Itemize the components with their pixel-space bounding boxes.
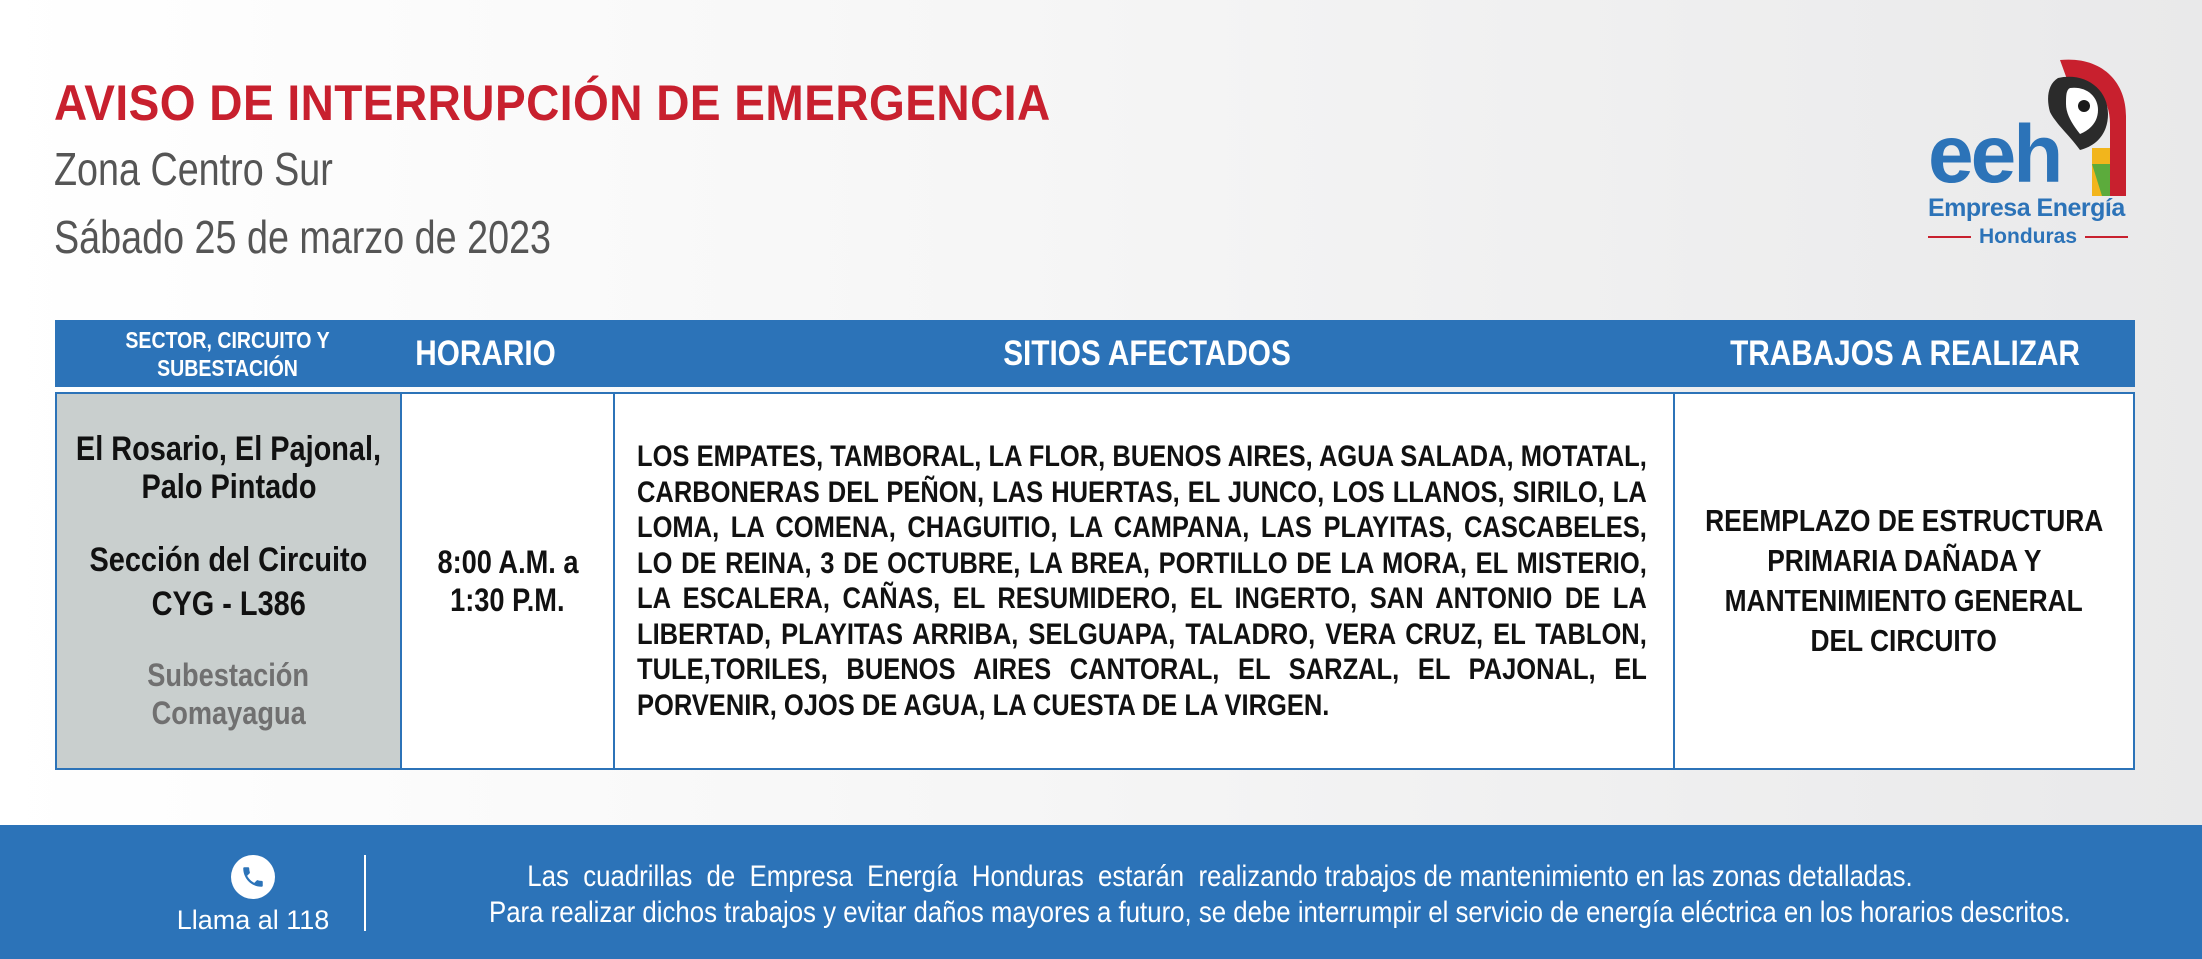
schedule-cell [402, 394, 615, 768]
table-header [55, 320, 2135, 387]
notice-date: Sábado 25 de marzo de 2023 [54, 211, 552, 263]
footer-divider [364, 855, 366, 931]
affected-sites-list: LOS EMPATES, TAMBORAL, LA FLOR, BUENOS AIRES, AGUA SALADA, MOTATAL, CARBONERAS DEL PEÑON, LAS HUERTAS, EL JUNCO, LOS LLANOS, SIRILO, LA LOMA, LA COMENA, CHAGUITIO, LA CAMPANA, LAS PLAYITAS, CASCABELES, LO DE REINA, 3 DE OCTUBRE, LA BREA, PORTILLO DE LA MORA, EL MISTERIO, LA ESCALERA, CAÑAS, EL RESUMIDERO, EL INGERTO, SAN ANTONIO DE LA LIBERTAD, PLAYITAS ARRIBA, SELGUAPA, TALADRO, VERA CRUZ, EL TABLON, TULE,TORILES, BUENOS AIRES CANTORAL, EL SARZAL, EL PAJONAL, EL PORVENIR, OJOS DE AGUA, LA CUESTA DE LA VIRGEN. [637, 440, 1647, 722]
footer-message [370, 859, 2070, 931]
section-line-1: Sección del Circuito [89, 541, 368, 579]
header-sites: SITIOS AFECTADOS [1003, 333, 1291, 373]
logo-brand-text: eeh [1928, 109, 2061, 200]
logo-company-name: Empresa Energía [1928, 194, 2125, 222]
schedule-line-2: 1:30 P.M. [450, 582, 565, 618]
hotline-label: Llama al 118 [176, 905, 330, 935]
substation-line-2: Comayagua [151, 695, 306, 731]
logo-country-line [1928, 224, 2128, 250]
logo-divider-left [1928, 236, 1971, 238]
substation-line-1: Subestación [147, 657, 310, 693]
sector-line-2: Palo Pintado [140, 468, 317, 506]
header-works: TRABAJOS A REALIZAR [1730, 333, 2080, 373]
logo-country: Honduras [1979, 225, 2078, 248]
sites-cell [615, 394, 1675, 768]
works-cell [1675, 394, 2133, 768]
phone-icon [231, 855, 275, 899]
sites-text-wrap [637, 439, 1653, 723]
header-schedule: HORARIO [415, 333, 556, 373]
zone-subtitle: Zona Centro Sur [54, 143, 333, 195]
logo-divider-right [2085, 236, 2128, 238]
footer-message-line-1: Las cuadrillas de Empresa Energía Honduras estarán realizando trabajos de mantenimiento en las zonas detalladas. [527, 860, 1913, 893]
sector-line-1: El Rosario, El Pajonal, [75, 430, 382, 468]
eeh-logo [1920, 54, 2132, 254]
sector-cell [57, 394, 402, 768]
works-line-1: REEMPLAZO DE ESTRUCTURA [1704, 503, 2104, 538]
works-line-3: MANTENIMIENTO GENERAL [1724, 583, 2084, 618]
schedule-line-1: 8:00 A.M. a [436, 544, 579, 580]
section-line-2: CYG - L386 [151, 585, 306, 623]
notice-title: AVISO DE INTERRUPCIÓN DE EMERGENCIA [54, 75, 1051, 131]
header-sector: SECTOR, CIRCUITO Y SUBESTACIÓN [125, 326, 330, 381]
footer-bar [0, 825, 2202, 959]
footer-message-line-2: Para realizar dichos trabajos y evitar daños mayores a futuro, se debe interrumpir el servicio de energía eléctrica en los horarios descritos. [489, 896, 2071, 929]
works-line-2: PRIMARIA DAÑADA Y [1766, 543, 2042, 578]
works-line-4: DEL CIRCUITO [1810, 623, 1998, 658]
table-row [55, 392, 2135, 770]
